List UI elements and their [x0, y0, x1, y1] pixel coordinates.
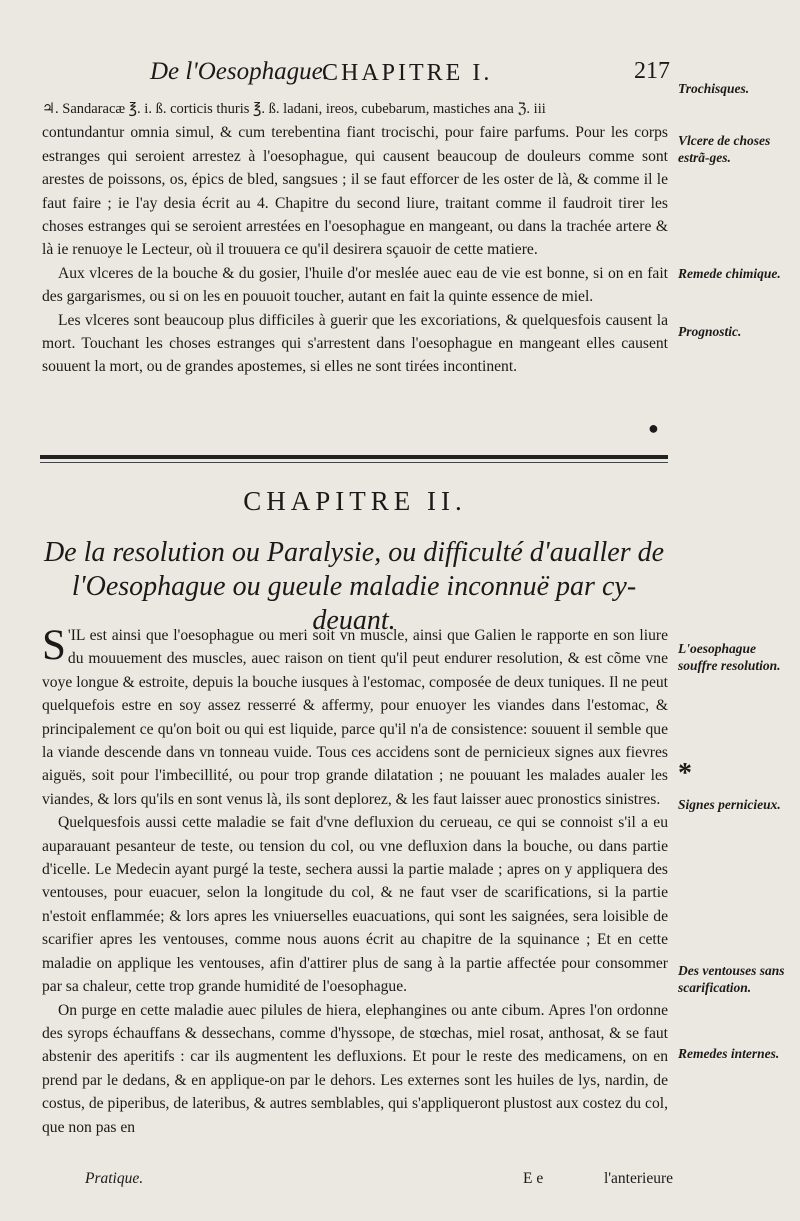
- signature-mark: E e: [523, 1170, 544, 1187]
- catchword: l'anterieure: [603, 1170, 673, 1187]
- recipe-paragraph: [42, 98, 668, 262]
- chapter2-text: [42, 624, 668, 1139]
- margin-note-remede-chimique: Remede chimique.: [678, 266, 781, 281]
- defluxion-paragraph: Quelquesfois aussi cette maladie se fait d'vne defluxion du cerueau, ce qui se connoist s'il a eu auparauant pesanteur de teste, ou tension du col, ou vne defluxion dans la bouche, ou dans partie d'icelle. Le Medecin ayant purgé la teste, sechera aussi la partie malade ; apres on y appliquera des ventouses, pour euacuer, selon la longitude du col, & ne faut vser de scarifications, si la partie n'estoit enflammée; & lors apres les vniuerselles euacuations, qui sont les saignées, sera loisible de scarifier apres les ventouses, comme nous auons écrit au chapitre de la squinance ; Et en cette maladie on applique les ventouses, afin d'attirer plus de sang à la partie affectée pour consommer par sa chaleur, cette trop grande humidité de l'oesophague.: [42, 814, 668, 996]
- running-head: [150, 58, 670, 92]
- prognostic-paragraph: Les vlceres sont beaucoup plus difficiles à guerir que les excoriations, & quelquesfois causent la mort. Touchant les choses estranges qui s'arrestent dans l'oesophague en mangeant elles causent souuent la mort, ou de grandes apostemes, si elles ne sont tirées incontinent.: [42, 311, 668, 376]
- running-title: De l'Oesophague.: [150, 58, 329, 85]
- purge-paragraph: On purge en cette maladie auec pilules de hiera, elephangines ou ante cibum. Apres l'on ordonne des syrops échauffans & dessechans, comme d'hyssope, de stœchas, miel rosat, anthosat, & se faut abstenir des aperitifs : car ils augmentent les defluxions. Et pour le reste des medicamens, on en prend par le dedans, & en applique-on par le dehors. Les externes sont les huiles de lys, nardin, de costus, de piperibus, de lateribus, & autres semblables, qui s'appliqueront plustost aux costez du col, que non pas en: [42, 1001, 668, 1136]
- margin-note-ventouses: Des ventouses sans scarification.: [678, 963, 785, 995]
- drop-cap: S: [42, 622, 66, 669]
- page-footer: [85, 1170, 673, 1196]
- chapter1-text: [42, 98, 668, 379]
- recipe-continuation: contundantur omnia simul, & cum terebentina fiant trocischi, pour faire parfums. Pour les corps estranges qui seroient arrestez à l'oesophague, qui causent beaucoup de douleurs comme sont arestes de poissons, os, épics de bled, sangsues ; il se faut efforcer de les oster de là, & comme il le faut faire ; ie l'ay desia écrit au 4. Chapitre du second liure, traitant comme il faudroit tirer les choses estranges qui se seroient arrestées en l'oesophague en mangeant, ou dans la trachée artere & là ie renuoye le Lecteur, où il trouuera ce qu'il desirera sçauoir de cette matiere.: [42, 124, 668, 259]
- margin-note-vlcere: Vlcere de choses estrã-ges.: [678, 133, 771, 165]
- recipe-line: ♃. Sandaracæ ℥. i. ß. corticis thuris ℥. ß. ladani, ireos, cubebarum, mastiches ana ℨ. iii: [42, 101, 546, 117]
- margin-note-signes: Signes pernicieux.: [678, 797, 781, 812]
- margin-note-resolution: L'oesophague souffre resolution.: [678, 641, 781, 673]
- ulcer-remedy-paragraph: Aux vlceres de la bouche & du gosier, l'huile d'or meslée auec eau de vie est bonne, si on en fait des gargarismes, ou si on les en pouuoit toucher, autant en fait la quinte essence de miel.: [42, 264, 668, 306]
- margin-note-trochisques: Trochisques.: [678, 81, 750, 96]
- chapter-title: De la resolution ou Paralysie, ou difficulté d'aualler de l'Oesophague ou gueule maladie inconnuë par cy-deuant.: [43, 537, 665, 636]
- margin-note-prognostic: Prognostic.: [678, 324, 742, 339]
- opening-text: 'IL est ainsi que l'oesophague ou meri soit vn muscle, ainsi que Galien le rapporte en son liure du mouuement des muscles, auec raison on tient qu'il peut endurer resolution, & est cõme vne voye longue & estroite, depuis la bouche iusques à l'estomac, composée de deux tuniques. Il ne peut quelquefois estre en soy assez resserré & affermy, pour enuoyer les viandes dans l'estomac, & principalement ce qu'on boit ou qui est liquide, parce qu'il n'a de consistence: souuent il semble que la viande descende dans vn tonneau vuide. Tous ces accidens sont de pernicieux signes aux fievres aiguës, soit pour l'imbecillité, ou pour trop grande dilatation ; ne pouuant les malades aualer les viandes, & lors qu'ils en sont venus là, ils sont deplorez, & les faut laisser auec pronostics sinistres.: [42, 627, 668, 808]
- chapter-heading: CHAPITRE II.: [243, 486, 467, 516]
- footer-signature: Pratique.: [85, 1170, 144, 1187]
- running-chapter: CHAPITRE I.: [322, 60, 493, 86]
- section-rule-thin: [40, 462, 668, 463]
- section-rule: [40, 455, 668, 459]
- asterisk-mark: *: [678, 758, 692, 789]
- opening-paragraph: [42, 624, 668, 811]
- margin-note-remedes-internes: Remedes internes.: [678, 1046, 780, 1061]
- page-number: 217: [634, 58, 670, 84]
- ink-mark: ●: [648, 418, 659, 438]
